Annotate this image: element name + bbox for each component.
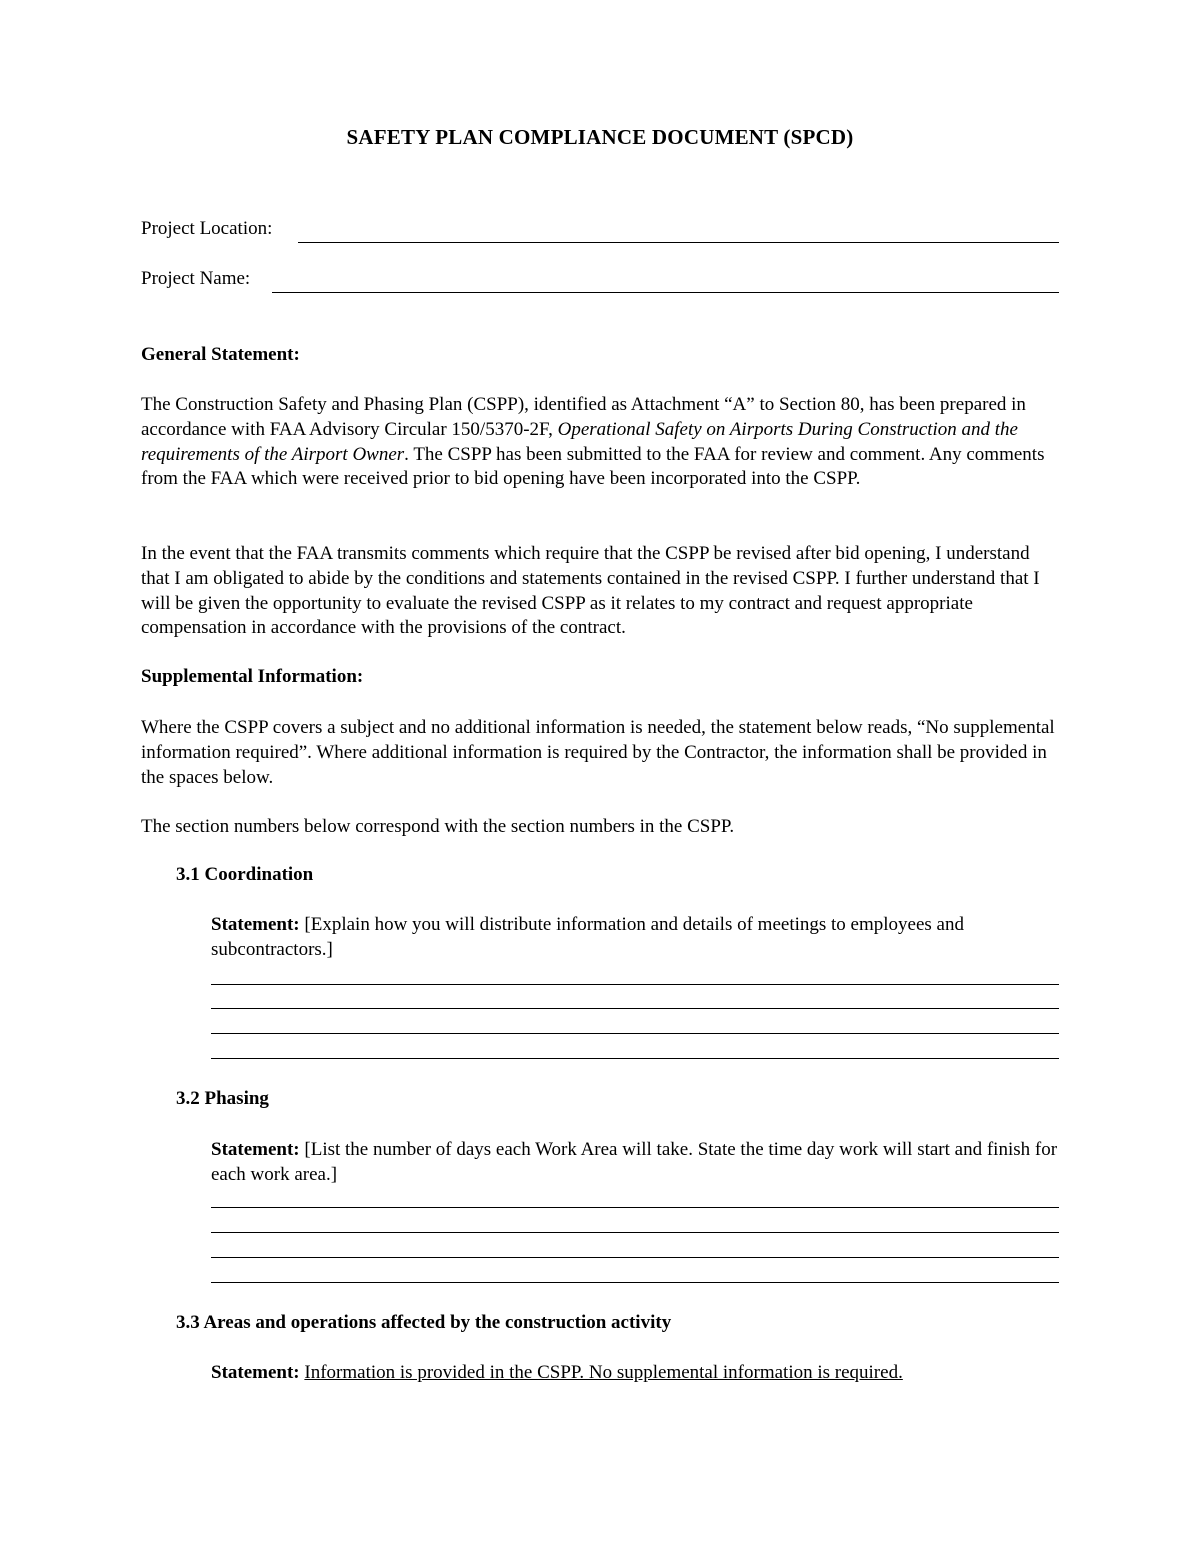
section-3-2-answer-line[interactable] <box>211 1282 1059 1283</box>
general-statement-heading: General Statement: <box>141 344 300 365</box>
section-3-1-answer-line[interactable] <box>211 1033 1059 1034</box>
supplemental-paragraph-2 <box>141 815 1061 840</box>
general-p1-italic-title: Operational Safety on Airports During Construction and the requirements of the Airport Owner <box>141 418 1018 465</box>
supplemental-information-heading: Supplemental Information: <box>141 666 364 687</box>
general-statement-paragraph-2 <box>141 542 1061 641</box>
general-p1-text-a: The Construction Safety and Phasing Plan (CSPP), identified as Attachment “A” to Section 80, has been prepared in accordance with FAA Advisory Circular 150/5370-2F, <box>141 394 1026 440</box>
general-statement-paragraph-1 <box>141 393 1061 492</box>
section-3-1-answer-line[interactable] <box>211 984 1059 985</box>
supplemental-paragraph-1 <box>141 716 1061 790</box>
general-p2-text: In the event that the FAA transmits comments which require that the CSPP be revised after bid opening, I understand that I am obligated to abide by the conditions and statements contained in the revised CSPP. I further understand that I will be given the opportunity to evaluate the revised CSPP as it relates to my contract and request appropriate compensation in accordance with the provisions of the contract. <box>141 543 1040 639</box>
section-3-1-heading: 3.1 Coordination <box>176 864 314 885</box>
project-location-field[interactable] <box>141 218 1061 246</box>
project-name-line[interactable] <box>272 292 1059 293</box>
section-3-2-statement <box>211 1138 1061 1188</box>
project-name-label: Project Name: <box>141 268 251 289</box>
section-3-1-statement-label: Statement: <box>211 914 300 935</box>
project-location-line[interactable] <box>298 242 1059 243</box>
section-3-1-statement-text: [Explain how you will distribute information and details of meetings to employees and subcontractors.] <box>211 914 964 960</box>
section-3-2-heading: 3.2 Phasing <box>176 1088 269 1109</box>
section-3-1-answer-line[interactable] <box>211 1058 1059 1059</box>
section-3-3-heading: 3.3 Areas and operations affected by the construction activity <box>176 1312 672 1333</box>
project-location-label: Project Location: <box>141 218 273 239</box>
section-3-2-answer-line[interactable] <box>211 1207 1059 1208</box>
supplemental-p1-text: Where the CSPP covers a subject and no additional information is needed, the statement below reads, “No supplemental information required”. Where additional information is required by the Contractor, the information shall be provided in the spaces below. <box>141 717 1055 788</box>
section-3-3-statement-label: Statement: <box>211 1362 300 1383</box>
section-3-2-statement-label: Statement: <box>211 1139 300 1160</box>
project-name-field[interactable] <box>141 268 1061 296</box>
supplemental-p2-text: The section numbers below correspond with the section numbers in the CSPP. <box>141 816 735 837</box>
section-3-1-statement <box>211 913 1061 963</box>
document-title: SAFETY PLAN COMPLIANCE DOCUMENT (SPCD) <box>346 125 854 149</box>
section-3-3-statement <box>211 1361 1061 1386</box>
section-3-2-statement-text: [List the number of days each Work Area will take. State the time day work will start and finish for each work area.] <box>211 1139 1058 1185</box>
section-3-3-statement-text: Information is provided in the CSPP. No supplemental information is required. <box>304 1362 903 1383</box>
section-3-2-answer-line[interactable] <box>211 1257 1059 1258</box>
section-3-2-answer-line[interactable] <box>211 1232 1059 1233</box>
section-3-1-answer-line[interactable] <box>211 1008 1059 1009</box>
general-p1-text-b: . The CSPP has been submitted to the FAA for review and comment. Any comments from the FAA which were received prior to bid opening have been incorporated into the CSPP. <box>141 443 1045 490</box>
